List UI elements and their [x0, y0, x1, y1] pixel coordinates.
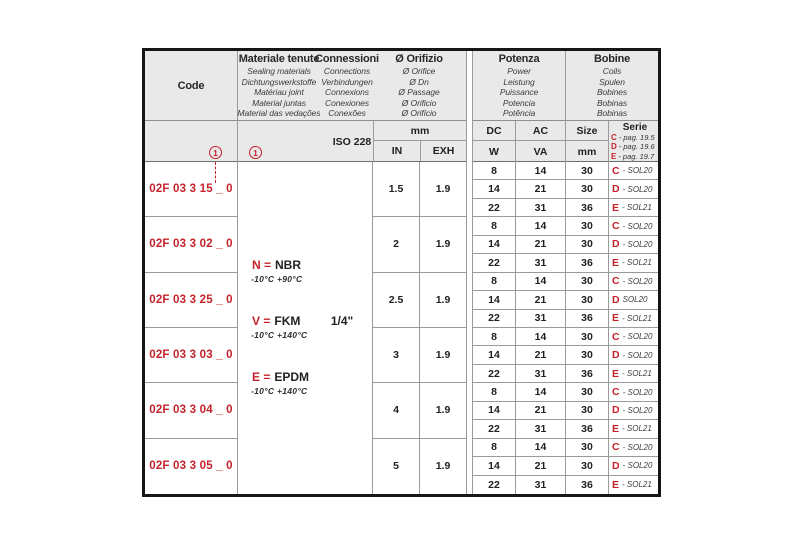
materials-subtitle: Sealing materials: [247, 66, 311, 76]
serie-letter: D: [611, 142, 617, 152]
material-temp-range: -10°C +90°C: [251, 274, 303, 284]
serie-sol-ref: - SOL20: [622, 350, 653, 360]
serie-letter: C: [612, 164, 620, 177]
serie-letter: E: [612, 367, 620, 380]
dc-w-cell: 14: [473, 457, 516, 475]
ac-va-cell: 31: [516, 199, 566, 217]
serie-letter: E: [612, 201, 620, 214]
left-header-row2: [145, 121, 466, 162]
orifice-subheader: [373, 121, 466, 162]
serie-letter: C: [611, 133, 617, 142]
serie-sol-ref: - SOL20: [622, 461, 653, 471]
orifice-subtitle: Ø Orifice: [402, 66, 436, 76]
dc-w-cell: 14: [473, 291, 516, 309]
size-cell: 30: [566, 383, 609, 401]
dc-w-cell: 22: [473, 420, 516, 438]
va-unit-label: VA: [516, 141, 566, 162]
orifice-in-cell: 5: [393, 460, 399, 473]
serie-cell: [609, 383, 658, 401]
material-fkm: [252, 314, 300, 328]
serie-sol-ref: - SOL21: [622, 258, 652, 268]
code-ref-cell: [145, 121, 238, 162]
orifice-subtitle: Ø Passage: [398, 87, 440, 98]
serie-sol-ref: SOL20: [622, 295, 648, 305]
orifice-in-cell: 1.5: [373, 162, 419, 217]
serie-cell: [609, 254, 658, 272]
serie-cell: [609, 365, 658, 383]
size-cell: 30: [566, 291, 609, 309]
serie-sol-ref: - SOL20: [622, 332, 653, 342]
mm-unit-label: mm: [374, 121, 466, 141]
dc-w-cell: 14: [473, 346, 516, 364]
serie-cell: [609, 420, 658, 438]
dc-w-cell: 22: [473, 310, 516, 328]
code-cell: 02F 03 3 03 _ 0: [145, 328, 237, 383]
orifice-title: Ø Orifizio: [395, 53, 443, 65]
orifice-in-cell: 4: [373, 383, 419, 438]
serie-page: - pag. 19.6: [618, 142, 655, 152]
coils-subtitle: Bobinas: [596, 108, 628, 119]
material-temp-range: -10°C +140°C: [251, 386, 308, 396]
ac-va-cell: 14: [516, 273, 566, 291]
serie-sol-ref: - SOL20: [622, 387, 653, 397]
serie-page-ref: [611, 152, 659, 161]
serie-sol-ref: - SOL20: [622, 166, 653, 176]
dc-w-cell: 8: [473, 217, 516, 235]
dc-column-label: DC: [473, 121, 516, 141]
code-cell: 02F 03 3 25 _ 0: [145, 273, 237, 328]
dc-w-cell: 8: [473, 383, 516, 401]
connections-subtitle: Connections: [323, 66, 371, 76]
right-table: [472, 51, 658, 494]
serie-cell: [609, 273, 658, 291]
serie-cell: [609, 402, 658, 420]
size-cell: 30: [566, 457, 609, 475]
code-cell: 02F 03 3 02 _ 0: [145, 217, 237, 272]
ac-va-cell: 14: [516, 162, 566, 180]
orifice-in-cell: 3: [373, 328, 419, 383]
material-name: EPDM: [274, 370, 310, 384]
power-subtitle: Potência: [502, 108, 536, 119]
ac-va-cell: 31: [516, 420, 566, 438]
power-column-header: [473, 51, 566, 121]
size-cell: 36: [566, 420, 609, 438]
material-name: FKM: [274, 314, 301, 328]
serie-letter: D: [612, 293, 620, 306]
serie-sol-ref: - SOL20: [622, 239, 653, 249]
serie-letter: E: [612, 422, 620, 435]
coils-subtitle: Spulen: [599, 76, 625, 87]
serie-letter: E: [611, 151, 617, 161]
serie-cell: [609, 328, 658, 346]
orifice-exh-cell: 1.9: [420, 273, 466, 328]
connections-title: Connessioni: [315, 53, 379, 65]
orifice-in-cell: 2: [373, 217, 419, 272]
serie-page-ref: [611, 133, 659, 142]
serie-cell: [609, 199, 658, 217]
power-subtitle: Potencia: [502, 97, 536, 108]
serie-cell: [609, 439, 658, 457]
orifice-subtitle: Ø Orifício: [401, 108, 437, 119]
material-letter: N =: [252, 258, 272, 272]
orifice-exh-cell: 1.9: [420, 217, 466, 272]
serie-sol-ref: - SOL21: [622, 313, 652, 323]
materials-subtitle: Material juntas: [252, 97, 306, 108]
materials-subtitle: Material das vedações: [237, 108, 321, 119]
ac-column-label: AC: [516, 121, 566, 141]
serie-cell: [609, 457, 658, 475]
serie-letter: D: [612, 238, 620, 251]
serie-letter: C: [612, 275, 620, 288]
ac-va-cell: 21: [516, 402, 566, 420]
ac-va-cell: 31: [516, 476, 566, 494]
right-header-row2: [473, 121, 658, 162]
iso-standard-label: ISO 228: [332, 135, 372, 148]
serie-sol-ref: - SOL21: [622, 369, 652, 379]
code-cell: 02F 03 3 15 _ 0: [145, 162, 237, 217]
serie-cell: [609, 217, 658, 235]
connections-subtitle: Conexões: [328, 108, 366, 119]
coils-subtitle: Bobinas: [596, 97, 628, 108]
power-subtitle: Leistung: [503, 76, 535, 87]
orifice-subtitle: Ø Orificio: [401, 97, 437, 108]
orifice-exh-column: [420, 162, 466, 494]
watt-unit-label: W: [473, 141, 516, 162]
serie-title: Serie: [622, 122, 648, 133]
size-cell: 30: [566, 217, 609, 235]
orifice-exh-cell: 1.9: [435, 460, 451, 473]
power-subtitle: Puissance: [499, 87, 539, 98]
connection-size-value: 1/4": [330, 314, 354, 328]
serie-letter: D: [612, 404, 620, 417]
power-coils-body: [473, 162, 658, 494]
coils-subtitle: Coils: [602, 66, 622, 76]
serie-cell: [609, 236, 658, 254]
size-cell: 36: [566, 365, 609, 383]
exh-column-label: EXH: [432, 145, 455, 157]
coils-subtitle: Bobines: [596, 87, 628, 98]
serie-letter: C: [612, 441, 620, 454]
ref-1-callout-line: [215, 162, 216, 183]
serie-cell: [609, 346, 658, 364]
material-name: NBR: [275, 258, 302, 272]
ac-va-cell: 31: [516, 254, 566, 272]
size-cell: 36: [566, 254, 609, 272]
material-temp-range: -10°C +140°C: [251, 330, 308, 340]
material-letter: V =: [252, 314, 271, 328]
materials-title: Materiale tenute: [238, 53, 320, 65]
ac-va-cell: 31: [516, 365, 566, 383]
dc-w-cell: 22: [473, 476, 516, 494]
serie-sol-ref: - SOL20: [622, 221, 653, 231]
dc-w-cell: 8: [473, 273, 516, 291]
size-column-label: Size: [566, 121, 609, 141]
dc-w-cell: 22: [473, 365, 516, 383]
serie-sol-ref: - SOL21: [622, 480, 652, 490]
serie-cell: [609, 291, 658, 309]
dc-w-cell: 22: [473, 199, 516, 217]
serie-cell: [609, 180, 658, 198]
serie-letter: D: [612, 183, 620, 196]
serie-letter: C: [612, 386, 620, 399]
code-cell: 02F 03 3 04 _ 0: [145, 383, 237, 438]
orifice-in-column: [373, 162, 420, 494]
serie-column-header: [609, 121, 659, 162]
serie-letter: D: [612, 459, 620, 472]
coils-column-header: [566, 51, 658, 121]
left-table-body: [145, 162, 466, 494]
dc-w-cell: 22: [473, 254, 516, 272]
size-cell: 30: [566, 180, 609, 198]
materials-subtitle: Matériau joint: [254, 87, 304, 98]
orifice-exh-cell: 1.9: [420, 162, 466, 217]
code-column-header: [145, 51, 238, 121]
ac-va-cell: 21: [516, 346, 566, 364]
code-label: Code: [177, 79, 205, 92]
connections-subtitle: Connexions: [325, 87, 369, 98]
connections-subtitle: Conexiones: [325, 97, 369, 108]
ac-va-cell: 14: [516, 217, 566, 235]
ref-1-marker-icon: 1: [249, 146, 262, 159]
in-column-label: IN: [374, 141, 421, 161]
serie-page-ref: [611, 142, 659, 151]
code-cell: 02F 03 3 05 _ 0: [149, 460, 233, 473]
ac-va-cell: 21: [516, 180, 566, 198]
serie-cell: [609, 162, 658, 180]
orifice-column-header: [373, 53, 465, 119]
serie-sol-ref: - SOL21: [622, 424, 652, 434]
serie-cell: [609, 310, 658, 328]
materials-connection-cell: [238, 162, 373, 494]
code-column: [145, 162, 238, 494]
size-cell: 30: [566, 273, 609, 291]
ac-va-cell: 31: [516, 310, 566, 328]
connections-subtitle: Verbindungen: [321, 76, 373, 87]
serie-page: - pag. 19.5: [618, 133, 655, 142]
serie-letter: E: [612, 312, 620, 325]
orifice-exh-cell: 1.9: [420, 328, 466, 383]
dc-w-cell: 14: [473, 180, 516, 198]
orifice-in-cell: 2.5: [373, 273, 419, 328]
dc-w-cell: 8: [473, 162, 516, 180]
serie-sol-ref: - SOL20: [622, 276, 653, 286]
serie-letter: E: [612, 256, 620, 269]
material-letter: E =: [252, 370, 271, 384]
dc-w-cell: 14: [473, 402, 516, 420]
size-cell: 30: [566, 439, 609, 457]
coils-title: Bobine: [593, 53, 631, 65]
left-header-row1: [145, 51, 466, 121]
size-cell: 30: [566, 346, 609, 364]
ac-va-cell: 14: [516, 328, 566, 346]
ac-va-cell: 14: [516, 439, 566, 457]
size-cell: 36: [566, 476, 609, 494]
dc-w-cell: 14: [473, 236, 516, 254]
dc-w-cell: 8: [473, 328, 516, 346]
size-cell: 36: [566, 310, 609, 328]
serie-letter: D: [612, 349, 620, 362]
serie-cell: [609, 476, 658, 494]
ac-va-cell: 14: [516, 383, 566, 401]
size-cell: 30: [566, 328, 609, 346]
valve-spec-table: [142, 48, 661, 497]
materials-subtitle: Dichtungswerkstoffe: [241, 76, 317, 87]
size-cell: 30: [566, 402, 609, 420]
material-epdm: [252, 370, 309, 384]
serie-letter: E: [612, 478, 620, 491]
serie-page: - pag. 19.7: [618, 151, 655, 161]
size-cell: 30: [566, 236, 609, 254]
power-subtitle: Power: [507, 66, 531, 76]
dc-w-cell: 8: [473, 439, 516, 457]
ac-va-cell: 21: [516, 457, 566, 475]
orifice-exh-cell: 1.9: [420, 383, 466, 438]
size-cell: 30: [566, 162, 609, 180]
serie-sol-ref: - SOL21: [622, 203, 652, 213]
size-unit-label: mm: [566, 141, 609, 162]
serie-letter: C: [612, 330, 620, 343]
ref-1-marker-icon: 1: [209, 146, 222, 159]
orifice-subtitle: Ø Dn: [409, 76, 429, 87]
serie-letter: C: [612, 220, 620, 233]
power-title: Potenza: [498, 53, 540, 65]
ac-va-cell: 21: [516, 236, 566, 254]
left-table: [145, 51, 467, 494]
serie-sol-ref: - SOL20: [622, 442, 653, 452]
ac-va-cell: 21: [516, 291, 566, 309]
serie-sol-ref: - SOL20: [622, 405, 653, 415]
material-nbr: [252, 258, 301, 272]
serie-sol-ref: - SOL20: [622, 184, 653, 194]
size-cell: 36: [566, 199, 609, 217]
right-header-row1: [473, 51, 658, 121]
in-exh-row: [374, 141, 466, 161]
